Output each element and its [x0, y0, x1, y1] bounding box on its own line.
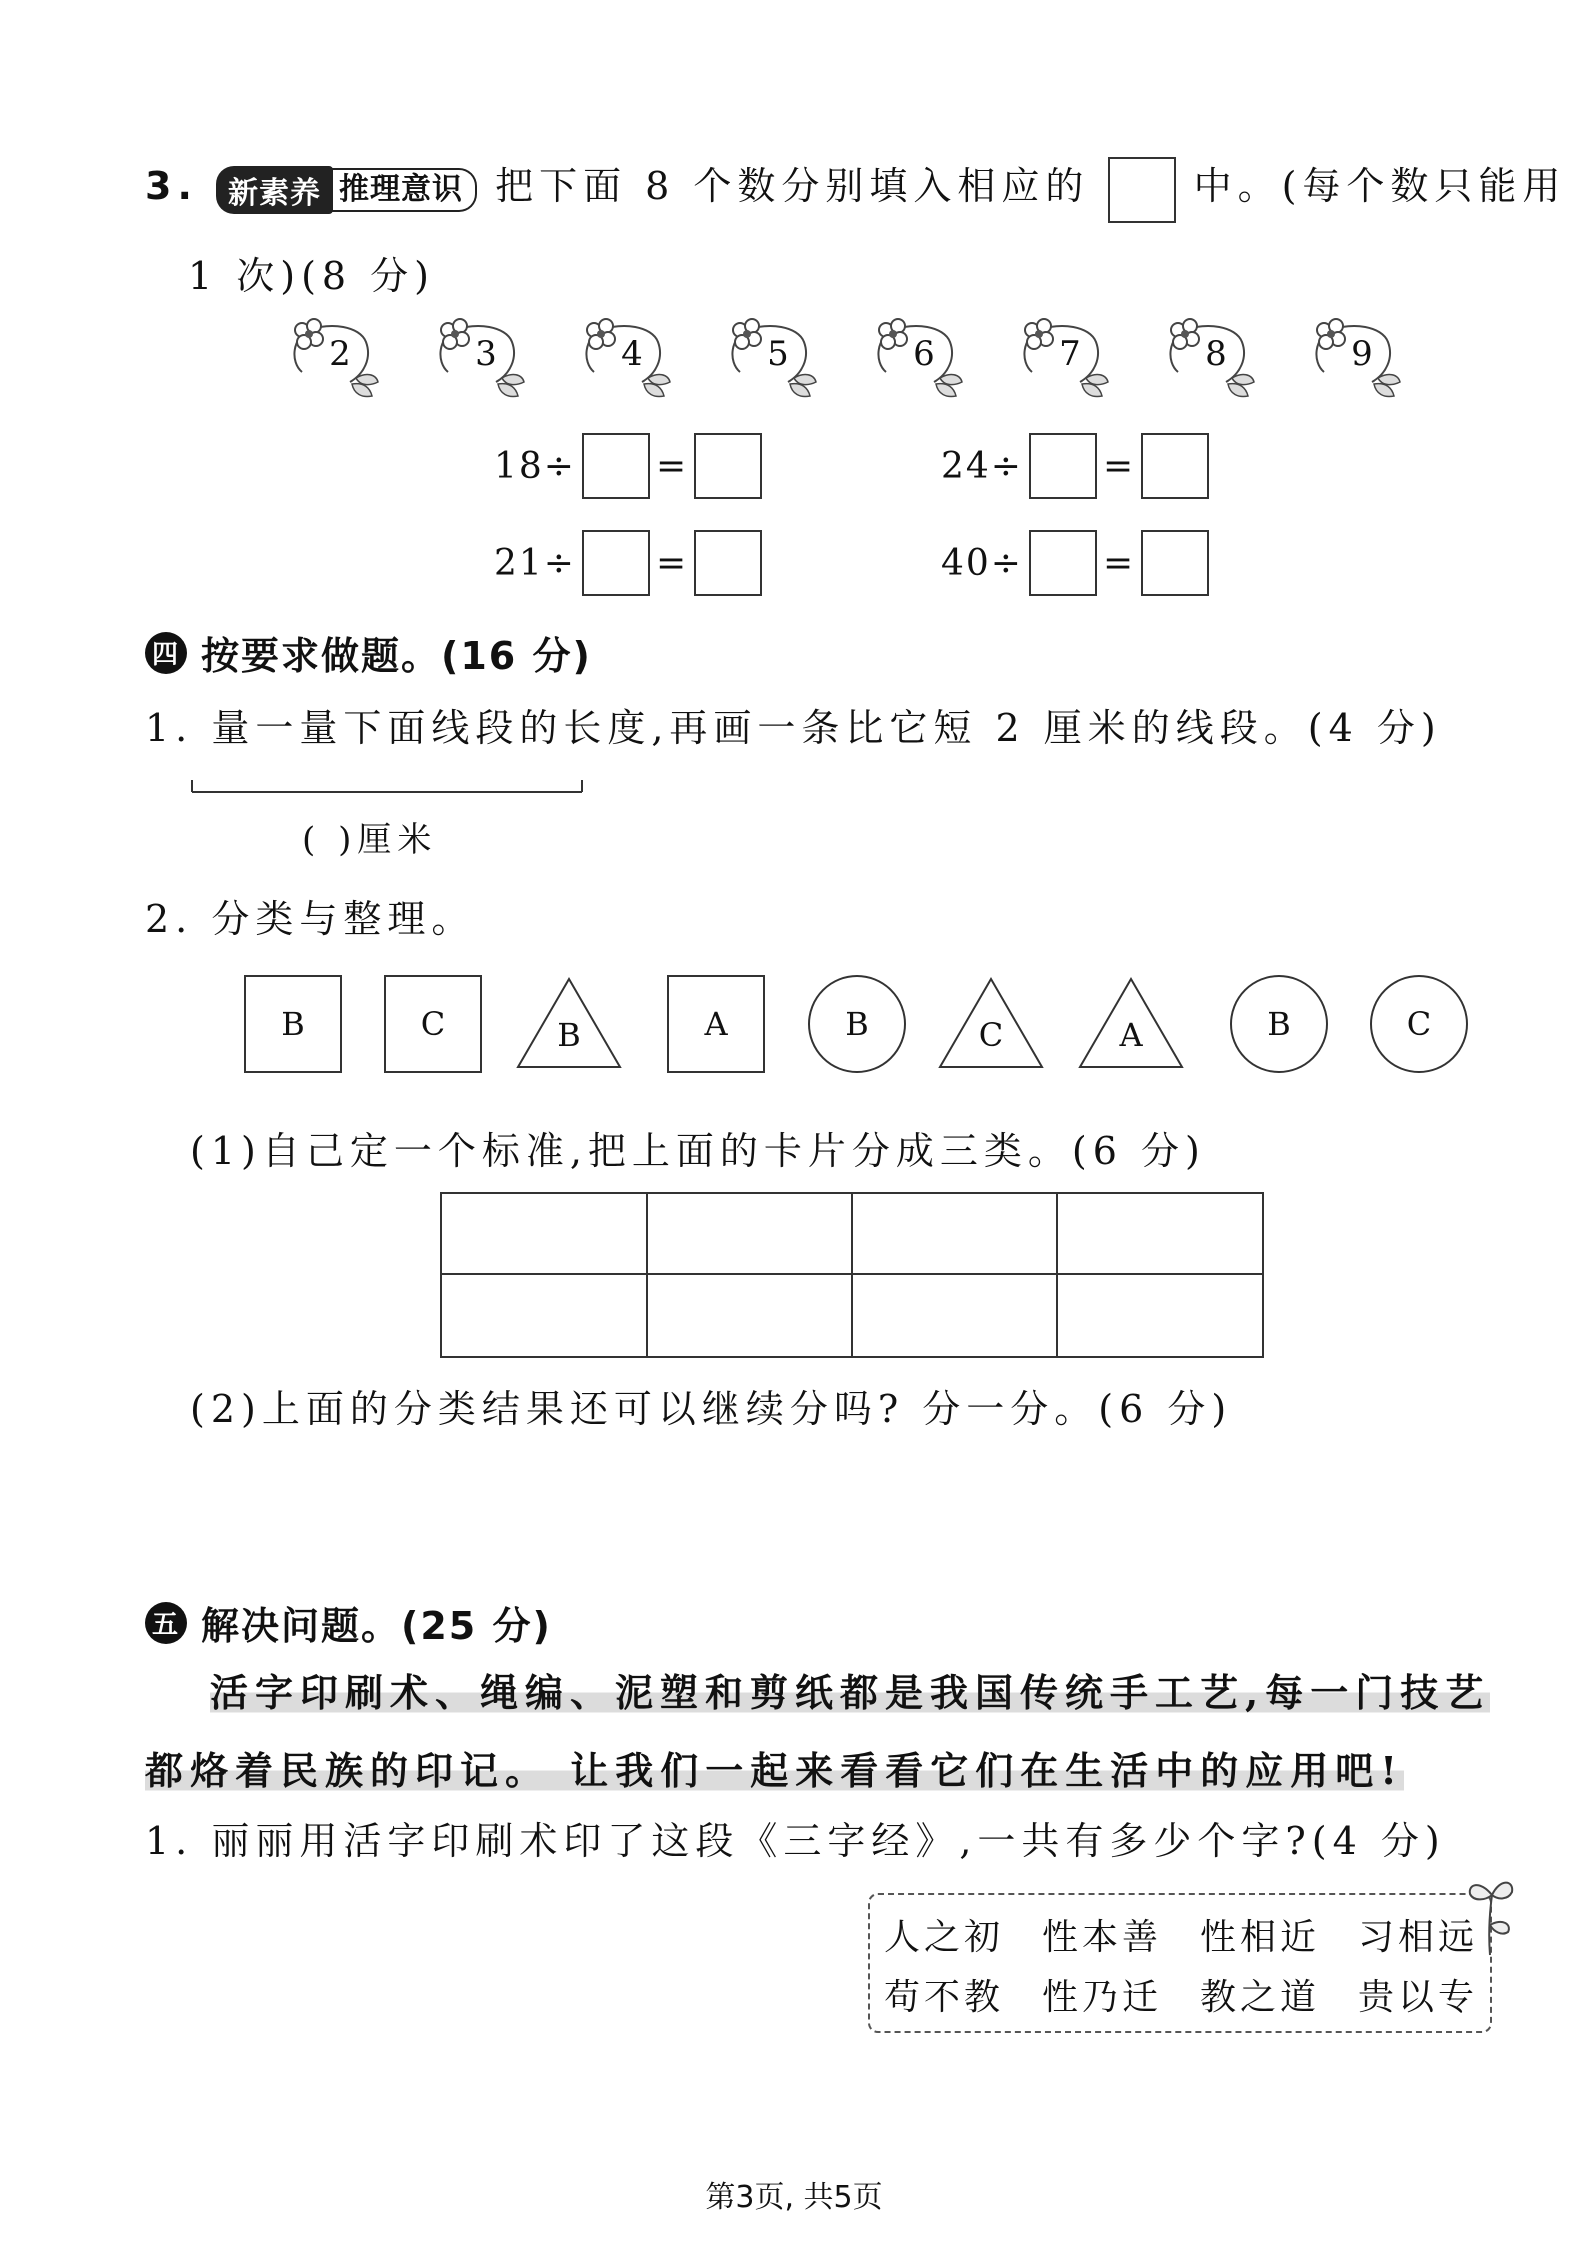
page-footer: 第3页, 共5页	[705, 2180, 883, 2215]
poem-phrase: 性本善	[1042, 1917, 1163, 1958]
poem-phrase: 性乃迁	[1042, 1977, 1163, 2018]
poem-phrase: 贵以专	[1358, 1977, 1479, 2018]
equation-dividend: 40÷	[941, 542, 1023, 584]
answer-box[interactable]	[1141, 433, 1209, 499]
grid-divider	[646, 1194, 648, 1356]
q3-text-b: 中。(每个数只能用	[1193, 164, 1567, 208]
section-4-badge: 四	[145, 632, 187, 674]
equals-sign: =	[655, 445, 689, 487]
answer-box[interactable]	[1029, 530, 1097, 596]
sec5-q1-text: 1. 丽丽用活字印刷术印了这段《三字经》,一共有多少个字?(4 分)	[145, 1819, 1446, 1863]
sub-question-2: (2)上面的分类结果还可以继续分吗? 分一分。(6 分)	[190, 1387, 1233, 1431]
circle-card: B	[808, 975, 906, 1073]
flower-number: 3	[475, 334, 497, 374]
flower-number: 7	[1059, 334, 1081, 374]
intro-line-2: 都烙着民族的印记。 让我们一起来看看它们在生活中的应用吧!	[145, 1740, 1404, 1795]
section-5-heading	[145, 1595, 552, 1650]
inline-answer-box	[1108, 157, 1176, 223]
grid-divider	[851, 1194, 853, 1356]
reasoning-tag: 推理意识	[327, 168, 477, 212]
poem-phrase: 习相远	[1358, 1917, 1479, 1958]
poem-phrase: 教之道	[1200, 1977, 1321, 2018]
poem-row	[884, 1969, 1516, 2020]
triangle-card: C	[936, 975, 1046, 1071]
equals-sign: =	[1102, 542, 1136, 584]
flower-number: 2	[329, 334, 351, 374]
section-4-title: 按要求做题。(16 分)	[201, 634, 592, 678]
classification-grid	[440, 1192, 1264, 1358]
answer-box[interactable]	[582, 530, 650, 596]
grid-divider	[1056, 1194, 1058, 1356]
equation-2	[935, 433, 1209, 499]
triangle-card: A	[1076, 975, 1186, 1071]
equals-sign: =	[1102, 445, 1136, 487]
new-literacy-tag: 新素养	[216, 166, 333, 214]
section-4-heading	[145, 625, 592, 680]
sprout-icon	[1460, 1870, 1520, 1960]
square-card: C	[384, 975, 482, 1073]
flower-number: 6	[913, 334, 935, 374]
sub-question-1: (1)自己定一个标准,把上面的卡片分成三类。(6 分)	[190, 1129, 1206, 1173]
q3-line1	[145, 155, 1566, 223]
equation-4	[935, 530, 1209, 596]
poem-phrase: 人之初	[884, 1917, 1005, 1958]
intro-line-1: 活字印刷术、绳编、泥塑和剪纸都是我国传统手工艺,每一门技艺	[210, 1662, 1490, 1717]
q3-text-a: 把下面 8 个数分别填入相应的	[495, 164, 1090, 208]
q3-number: 3.	[145, 164, 198, 208]
triangle-card: B	[514, 975, 624, 1071]
flower-number: 4	[621, 334, 643, 374]
equation-dividend: 21÷	[494, 542, 576, 584]
square-card: A	[667, 975, 765, 1073]
flower-number: 8	[1205, 334, 1227, 374]
sec4-q1-text: 1. 量一量下面线段的长度,再画一条比它短 2 厘米的线段。(4 分)	[145, 706, 1442, 750]
circle-card: C	[1370, 975, 1468, 1073]
equation-dividend: 18÷	[494, 445, 576, 487]
poem-row	[884, 1909, 1516, 1960]
sec4-q2-text: 2. 分类与整理。	[145, 897, 476, 941]
answer-box[interactable]	[1029, 433, 1097, 499]
square-card: B	[244, 975, 342, 1073]
equals-sign: =	[655, 542, 689, 584]
poem-phrase: 性相近	[1200, 1917, 1321, 1958]
length-answer[interactable]: ( )厘米	[302, 820, 438, 860]
flower-number: 5	[767, 334, 789, 374]
equation-3	[488, 530, 762, 596]
answer-box[interactable]	[582, 433, 650, 499]
circle-card: B	[1230, 975, 1328, 1073]
equation-1	[488, 433, 762, 499]
number-flowers	[280, 312, 1440, 402]
section-5-title: 解决问题。(25 分)	[201, 1604, 552, 1648]
answer-box[interactable]	[1141, 530, 1209, 596]
flower-number: 9	[1351, 334, 1373, 374]
q3-text-c: 1 次)(8 分)	[188, 254, 435, 298]
answer-box[interactable]	[694, 433, 762, 499]
answer-box[interactable]	[694, 530, 762, 596]
measure-line-segment	[190, 772, 590, 796]
poem-phrase: 苟不教	[884, 1977, 1005, 2018]
equation-dividend: 24÷	[941, 445, 1023, 487]
section-5-badge: 五	[145, 1602, 187, 1644]
poem-box	[868, 1893, 1492, 2033]
